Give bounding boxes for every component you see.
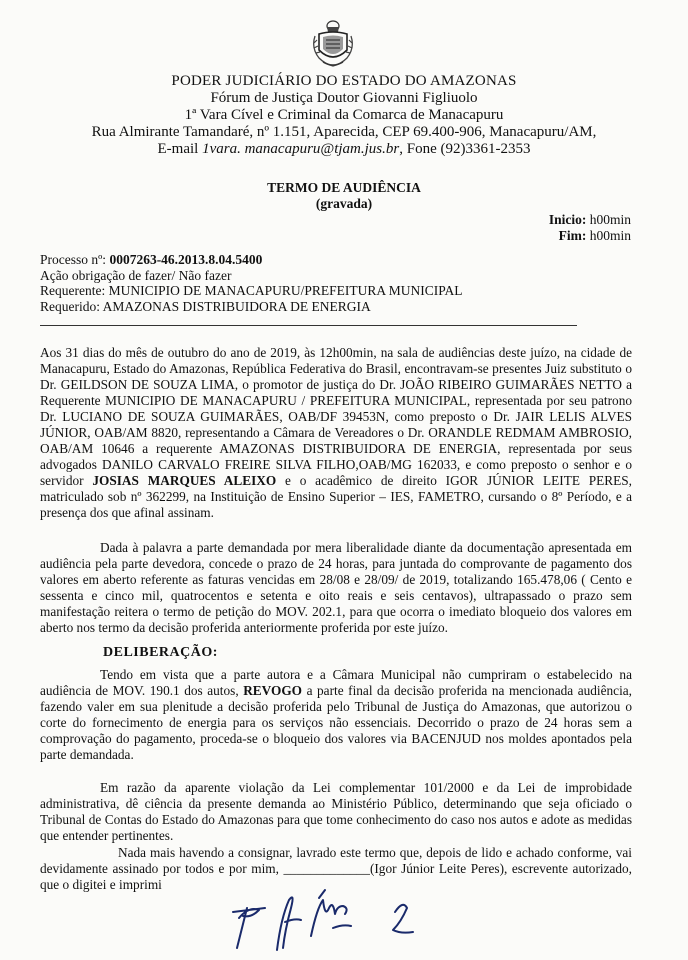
vara-name: 1ª Vara Cível e Criminal da Comarca de Manacapuru — [184, 107, 504, 123]
paragraph-revocation — [40, 667, 632, 763]
process-label: Processo nº: — [40, 252, 110, 267]
document-title — [0, 180, 688, 212]
hearing-times — [549, 212, 631, 244]
title-sub: (gravada) — [315, 196, 373, 211]
defendant: Requerido: AMAZONAS DISTRIBUIDORA DE ENERGIA — [40, 298, 371, 314]
start-time — [549, 212, 631, 228]
email-label: E-mail — [157, 141, 203, 157]
court-address: Rua Almirante Tamandaré, nº 1.151, Aparecida, CEP 69.400-906, Manacapuru/AM, — [91, 124, 597, 140]
end-value: h00min — [586, 228, 631, 243]
forum-name: Fórum de Justiça Doutor Giovanni Figliuolo — [210, 90, 478, 106]
court-header — [0, 73, 688, 158]
email-address: 1vara. manacapuru@tjam.jus.br — [202, 141, 400, 157]
case-info — [40, 252, 640, 314]
attendance-servant-name: JOSIAS MARQUES ALEIXO — [92, 473, 277, 488]
revocation-text-b: a parte final da decisão proferida na mencionada audiência, fazendo valer em sua plenitude a decisão proferida pelo Tribunal de Justiça do Amazonas, que autorizou o corte do fornecimento de energia para os serviços não essenciais. Decorrido o prazo de 24 horas sem a comprovação do pagamento, proceda-se o bloqueio dos valores via BACENJUD nos moldes apontados pela parte demandada. — [40, 683, 632, 762]
end-label: Fim: — [558, 228, 587, 243]
divider-line — [40, 325, 577, 326]
paragraph-deadline — [40, 540, 632, 636]
revocation-text-a: Tendo em vista que a parte autora e a Câmara Municipal não cumpriram o estabelecido na audiência de MOV. 190.1 dos autos, — [40, 667, 632, 698]
paragraph-ministry — [40, 780, 632, 844]
deadline-text: Dada à palavra a parte demandada por mera liberalidade diante da documentação apresentada em audiência pela parte devedora, concede o prazo de 24 horas, para juntada do comprovante de pagamento dos valores em aberto referente as faturas vencidas em 28/08 e 28/09/ de 2019, totalizando 165.478,06 ( Cento e sessenta e cinco mil, quatrocentos e setenta e oito reais e seis centavos), ultrapassado o prazo sem manifestação reitera o termo de petição do MOV. 202.1, para que ocorra o imediato bloqueio dos valores em aberto nos termo da decisão proferida anteriormente proferida por este juízo. — [40, 540, 632, 635]
ministry-text: Em razão da aparente violação da Lei complementar 101/2000 e da Lei de improbidade administrativa, dê ciência da presente demanda ao Ministério Público, determinando que seja oficiado o Tribunal de Contas do Estado do Amazonas para que tome conhecimento do caso nos autos e adote as medidas que entender pertinentes. — [40, 780, 632, 843]
paragraph-attendance — [40, 345, 632, 521]
signature-4 — [393, 905, 413, 933]
deliberation-heading: DELIBERAÇÃO: — [103, 645, 218, 660]
attendance-text-b: e o acadêmico de direito IGOR JÚNIOR LEITE PERES, matriculado sob nº 362299, na Instituição de Ensino Superior – IES, FAMETRO, cursando o 8º Período, e a presença dos que afinal assinam. — [40, 473, 632, 520]
handwritten-signatures — [225, 878, 445, 958]
attendance-text-a: Aos 31 dias do mês de outubro do ano de 2019, às 12h00min, na sala de audiências deste juízo, na cidade de Manacapuru, Estado do Amazonas, República Federativa do Brasil, encontravam-se presentes Juiz substituto o Dr. GEILDSON DE SOUZA LIMA, o promotor de justiça do Dr. JOÃO RIBEIRO GUIMARÃES NETTO a Requerente MUNICIPIO DE MANACAPURU / PREFEITURA MUNICIPAL, representada por seu patrono Dr. LUCIANO DE SOUZA GUIMARÃES, OAB/DF 39453N, como preposto o Dr. JAIR LELIS ALVES JÚNIOR, OAB/AM 8820, representando a Câmara de Vereadores o Dr. ORANDLE REDMAM AMBROSIO, OAB/AM 10646 a requerente AMAZONAS DISTRIBUIDORA DE ENERGIA, representada por seus advogados DANILO CARVALO FREIRE SILVA FILHO,OAB/MG 162033, e como preposto o senhor e o servidor — [40, 345, 632, 488]
coat-of-arms-seal — [311, 18, 355, 70]
plaintiff: Requerente: MUNICIPIO DE MANACAPURU/PREFEITURA MUNICIPAL — [40, 283, 463, 298]
signature-3 — [311, 890, 351, 936]
phone-number: , Fone (92)3361-2353 — [399, 141, 531, 157]
process-number — [40, 252, 640, 268]
end-time — [549, 228, 631, 244]
contact-line — [0, 141, 688, 158]
revocation-keyword: REVOGO — [243, 683, 303, 698]
start-label: Inicio: — [548, 212, 587, 227]
signature-2 — [277, 897, 301, 950]
title-main: TERMO DE AUDIÊNCIA — [267, 180, 421, 195]
court-name: PODER JUDICIÁRIO DO ESTADO DO AMAZONAS — [171, 73, 517, 89]
start-value: h00min — [586, 212, 631, 227]
signature-1 — [233, 908, 265, 948]
closing-text: Nada mais havendo a consignar, lavrado este termo que, depois de lido e achado conforme, vai devidamente assinado por todos e por mim, _____________(Igor Júnior Leite Peres), escrevente autorizado, que o digitei e imprimi — [40, 845, 632, 892]
action-type: Ação obrigação de fazer/ Não fazer — [40, 267, 232, 283]
process-value: 0007263-46.2013.8.04.5400 — [109, 252, 263, 267]
